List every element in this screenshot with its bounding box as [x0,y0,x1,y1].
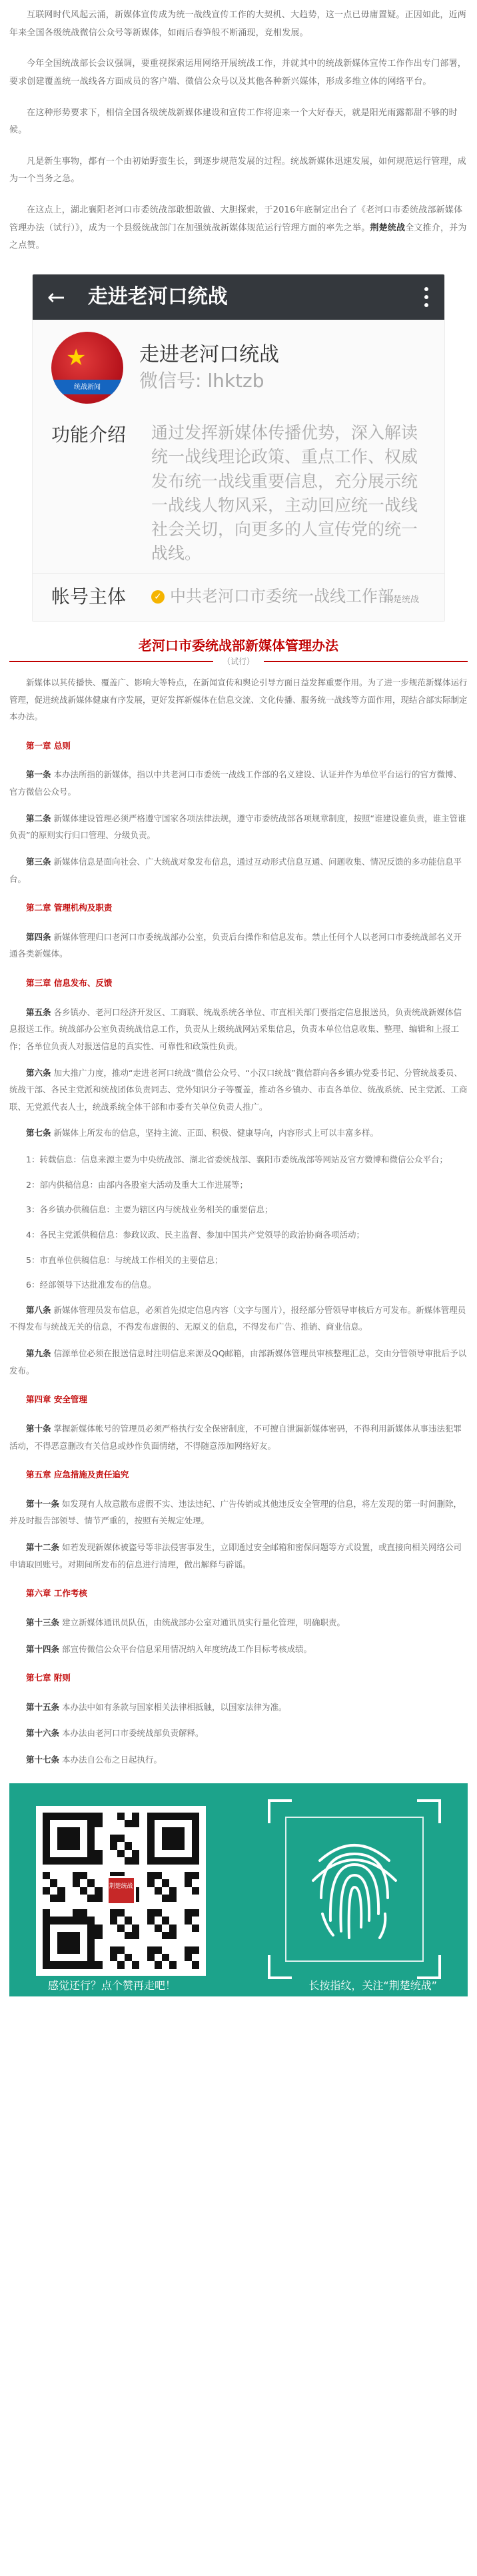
list-item [9,1276,468,1294]
article-clause [9,1614,468,1631]
article-clause [9,1725,468,1742]
article-number: 第四条 [26,931,51,942]
account-entity-row [33,573,444,622]
article-number: 第八条 [26,1304,51,1315]
qr-center-logo: 荆楚统战 [107,1876,136,1905]
clause-text: 2：部内供稿信息：由部内各股室大活动及重大工作进展等； [26,1179,248,1190]
account-entity-label: 帐号主体 [51,585,127,608]
clause-text: 新媒体管理归口老河口市委统战部办公室，负责后台操作和信息发布。禁止任何个人以老河口市委统战部名义开通各类新媒体。 [9,931,462,959]
like-caption: 感觉还行？点个赞再走吧！ [48,1978,177,1992]
fingerprint-scanner[interactable] [268,1799,441,1979]
account-header [33,320,444,416]
chapter-heading: 第五章 应急措施及责任追究 [26,1470,129,1480]
brand-name: 荆楚统战 [370,222,406,233]
clause-text: 5：市直单位供稿信息：与统战工作相关的主要信息； [26,1254,223,1265]
article-clause [9,1699,468,1716]
article-clause [9,929,468,963]
wechat-account-card[interactable] [32,274,445,622]
clause-text: 加大推广力度，推动“走进老河口统战”微信公众号、“小汉口统战”微信群向各乡镇办党委书记、分管统战委员、统战干部、各民主党派和统战团体负责同志、党外知识分子等覆盖，推动各乡镇办、市直各单位、统战系统、民主党派、工商联、无党派代表人士，统战系统全体干部和市委有关单位负责人推广。 [9,1067,468,1112]
clause-text: 新媒体建设管理必须严格遵守国家各项法律法规，遵守市委统战部各项规章制度，按照“谁建设谁负责，谁主管谁负责”的原则实行归口管理、分级负责。 [9,813,466,841]
article-clause [9,1641,468,1658]
article-number: 第十五条 [26,1701,60,1712]
follow-caption: 长按指纹，关注“荆楚统战” [308,1978,437,1992]
list-item [9,1252,468,1269]
article-number: 第六条 [26,1067,51,1078]
chapter-heading: 第三章 信息发布、反馈 [26,978,113,989]
article-number: 第十二条 [26,1542,60,1553]
more-menu-icon[interactable] [423,287,430,307]
clause-text: 3：各乡镇办供稿信息：主要为辖区内与统战业务相关的重要信息； [26,1204,273,1215]
article-clause [9,1420,468,1454]
list-item [9,1226,468,1244]
policy-title: 老河口市委统战部新媒体管理办法 [139,637,338,653]
article-clause [9,1065,468,1116]
divider [9,661,213,662]
article-number: 第一条 [26,769,51,780]
article-clause [9,1539,468,1573]
policy-title-rule [9,657,468,666]
intro-paragraph-last: 在这点上，湖北襄阳老河口市委统战部敢想敢做、大胆探索，于2016年底制定出台了《老河口市委统战部新媒体管理办法（试行）》，成为一个县级统战部门在加强统战新媒体规范运行管理方面的率先之举。荆楚统战全文推介，并为之点赞。 [9,205,467,251]
clause-text: 如发现有人故意散布虚假不实、违法违纪、广告传销或其他违反安全管理的信息，将左发现的第一时间删除，并及时报告部领导、情节严重的，按照有关规定处理。 [9,1498,462,1526]
article-number: 第十六条 [26,1728,60,1739]
wechat-id: 微信号: lhktzb [139,369,264,392]
article-number: 第十四条 [26,1643,60,1654]
list-item [9,1176,468,1194]
chapter-heading: 第四章 安全管理 [26,1394,87,1405]
intro-paragraph: 在这种形势要求下，相信全国各级统战新媒体建设和宣传工作将迎来一个大好春天，就是阳光雨露都甜不够的时候。 [9,107,458,136]
list-item [9,1151,468,1168]
function-intro-row [33,416,444,573]
article-number: 第十七条 [26,1755,60,1765]
article-number: 第十一条 [26,1498,60,1509]
article-clause [9,853,468,887]
clause-text: 掌握新媒体帐号的管理员必须严格执行安全保密制度，不可擅自泄漏新媒体密码，不得利用新媒体从事违法犯罪活动，不得恶意删改有关信息或炒作负面情绪，不得随意添加网络好友。 [9,1423,462,1451]
star-icon: ★ [66,344,87,372]
article [0,7,477,1769]
account-entity-value-wrap [151,586,426,608]
article-number: 第九条 [26,1348,51,1359]
clause-text: 部宣传微信公众平台信息采用情况纳入年度统战工作目标考核成绩。 [59,1643,312,1654]
account-logo [51,332,123,404]
article-number: 第七条 [26,1128,51,1138]
article-number: 第三条 [26,856,51,867]
article-clause [9,1345,468,1379]
article-number: 第二条 [26,813,51,823]
article-clause [9,1751,468,1769]
preamble [9,674,468,725]
article-number: 第十条 [26,1423,51,1434]
function-intro-value: 通过发挥新媒体传播优势，深入解读统一战线理论政策、重点工作、权威发布统一战线重要信息，充分展示统一战线人物风采，主动回应统一战线社会关切，向更多的人宣传党的统一战线。 [151,423,418,564]
clause-text: 各乡镇办、老河口经济开发区、工商联、统战系统各单位、市直相关部门要指定信息报送员，负责统战新媒体信息报送工作。统战部办公室负责统战信息工作，负责从上级统战网站采集信息，负责本单位信息收集、整理、编辑和上报工作；各单位负责人对报送信息的真实性、可靠性和政策性负责。 [9,1007,462,1051]
watermark: 荆楚统战 [384,594,419,605]
article-clause [9,1302,468,1336]
logo-text: 统战新闻 [74,384,101,392]
policy-body [9,674,468,1769]
card-title-bar [33,274,444,320]
account-entity-value: 中共老河口市委统一战线工作部 [170,586,394,606]
article-clause [9,766,468,800]
clause-text: 新媒体上所发布的信息，坚持主流、正面、积极、健康导向，内容形式上可以丰富多样。 [51,1128,378,1138]
intro-paragraph: 今年全国统战部长会议强调，要重视探索运用网络开展统战工作，并就其中的统战新媒体宣传工作作出专门部署，要求创建覆盖统一战线各方面成员的客户端、微信公众号以及其他各种新兴媒体，形成多维立体的网络平台。 [9,59,467,87]
clause-text: 如若发现新媒体被盗号等非法侵害事发生，立即通过安全邮箱和密保问题等方式设置，或直接向相关网络公司申请取回账号。对期间所发布的信息进行清理，做出解释与辟谣。 [9,1542,462,1569]
article-clause [9,1124,468,1142]
intro-paragraph: 互联网时代风起云涌，新媒体宣传成为统一战线宣传工作的大契机、大趋势，这一点已毋庸置疑。正因如此，近两年来全国各级统战微信公众号等新媒体，如雨后春笋般不断涌现，竞相发展。 [9,10,467,38]
clause-text: 信源单位必须在报送信息时注明信息来源及QQ邮箱，由部新媒体管理员审核整理汇总，交由分管领导审批后予以发布。 [9,1348,467,1376]
chapter-heading: 第七章 附则 [26,1673,71,1683]
divider [264,661,468,662]
article-number: 第十三条 [26,1617,60,1627]
back-arrow-icon[interactable]: ← [47,284,65,310]
function-intro-label: 功能介绍 [51,424,127,446]
clause-text: 6：经部领导下达批准发布的信息。 [26,1280,157,1290]
chapter-heading: 第六章 工作考核 [26,1588,87,1599]
article-clause [9,1496,468,1529]
qr-code[interactable] [36,1806,206,1976]
clause-text: 4：各民主党派供稿信息：参政议政、民主监督、参加中国共产党领导的政治协商各项活动； [26,1229,364,1240]
account-name-block [139,342,279,394]
card-title: 走进老河口统战 [87,285,228,309]
clause-text: 新媒体信息是面向社会、广大统战对象发布信息，通过互动形式信息互通、问题收集、情况反馈的多功能信息平台。 [9,856,462,884]
policy-subtitle: （试行） [223,656,255,666]
verified-icon: ✓ [151,590,165,604]
clause-text: 新媒体以其传播快、覆盖广、影响大等特点，在新闻宣传和舆论引导方面日益发挥重要作用。为了进一步规范新媒体运行管理，促进统战新媒体健康有序发展，更好发挥新媒体在信息交流、文化传播、服务统一战线等方面作用，现结合部实际制定本办法。 [9,677,468,722]
account-name: 走进老河口统战 [139,342,279,366]
fingerprint-icon [306,1834,402,1944]
clause-text: 建立新媒体通讯员队伍，由统战部办公室对通讯员实行量化管理，明确职责。 [59,1617,345,1627]
follow-banner [9,1783,468,1996]
chapter-heading: 第一章 总则 [26,740,71,751]
clause-text: 本办法由老河口市委统战部负责解释。 [59,1728,204,1739]
article-clause [9,810,468,844]
clause-text: 新媒体管理员发布信息，必须首先拟定信息内容（文字与图片），报经部分管领导审核后方可发布。新媒体管理员不得发布与统战无关的信息，不得发布虚假的、无原义的信息，不得发布广告、推销、商业信息。 [9,1304,466,1332]
clause-text: 本办法中如有条款与国家相关法律相抵触，以国家法律为准。 [59,1701,287,1712]
intro-paragraph: 凡是新生事物，都有一个由初始野蛮生长，到逐步规范发展的过程。统战新媒体迅速发展，如何规范运行管理，成为一个当务之急。 [9,156,467,185]
clause-text: 本办法自公布之日起执行。 [59,1755,162,1765]
chapter-heading: 第二章 管理机构及职责 [26,903,113,913]
clause-text: 1：转载信息：信息来源主要为中央统战部、湖北省委统战部、襄阳市委统战部等网站及官方微博和微信公众平台； [26,1154,448,1165]
article-clause [9,1004,468,1055]
article-number: 第五条 [26,1007,51,1017]
list-item [9,1201,468,1218]
clause-text: 本办法所指的新媒体，指以中共老河口市委统一战线工作部的名义建设、认证并作为单位平台运行的官方微博、官方微信公众号。 [9,769,462,797]
intro-section [9,7,468,255]
